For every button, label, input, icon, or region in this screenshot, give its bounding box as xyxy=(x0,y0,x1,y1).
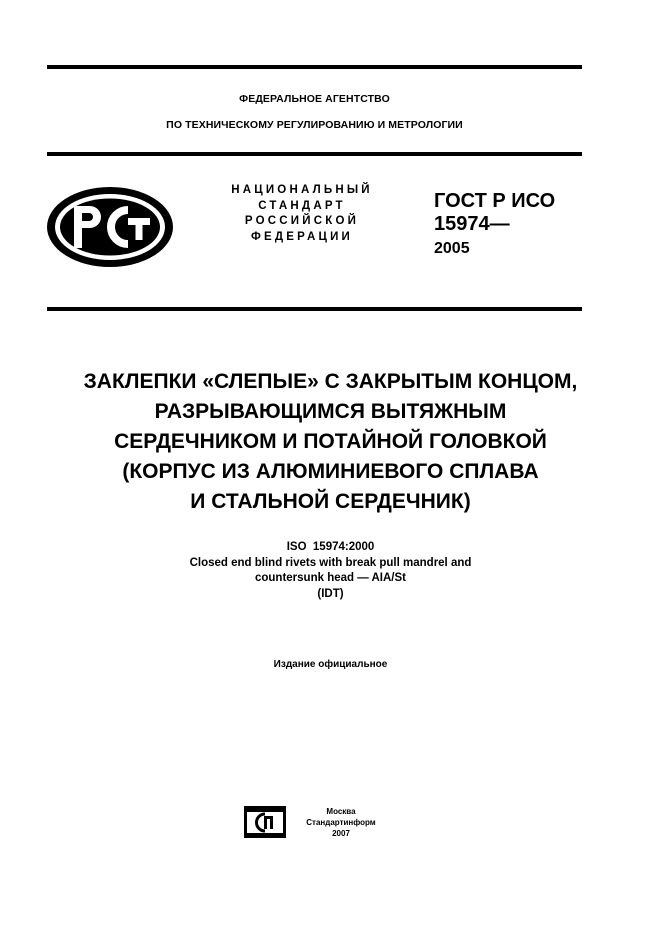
national-standard-line-3: РОССИЙСКОЙ xyxy=(244,215,360,227)
agency-rule xyxy=(47,152,582,156)
rst-certification-mark-icon xyxy=(44,184,176,270)
title-line-2: РАЗРЫВАЮЩИМСЯ ВЫТЯЖНЫМ xyxy=(154,400,507,423)
gost-year: 2005 xyxy=(434,240,470,257)
publisher-block xyxy=(296,806,386,839)
iso-title-line-1: Closed end blind rivets with break pull mandrel and xyxy=(189,556,472,569)
title-line-1: ЗАКЛЕПКИ «СЛЕПЫЕ» С ЗАКРЫТЫМ КОНЦОМ, xyxy=(83,370,578,393)
title-line-4: (КОРПУС ИЗ АЛЮМИНИЕВОГО СПЛАВА xyxy=(122,460,539,483)
national-standard-line-2: СТАНДАРТ xyxy=(258,199,346,212)
title-line-3: СЕРДЕЧНИКОМ И ПОТАЙНОЙ ГОЛОВКОЙ xyxy=(114,430,547,453)
national-standard-line-1: НАЦИОНАЛЬНЫЙ xyxy=(231,184,373,196)
national-standard-line-4: ФЕДЕРАЦИИ xyxy=(250,230,354,243)
agency-line-2: ПО ТЕХНИЧЕСКОМУ РЕГУЛИРОВАНИЮ И МЕТРОЛОГИИ xyxy=(166,119,463,131)
title-line-5: И СТАЛЬНОЙ СЕРДЕЧНИК) xyxy=(190,490,471,513)
standartinform-logo-icon xyxy=(244,806,286,838)
publisher-city: Москва xyxy=(326,807,356,816)
top-rule xyxy=(47,65,582,69)
official-edition-label: Издание официальное xyxy=(273,659,388,670)
iso-title-line-2: countersunk head — AIA/St xyxy=(254,572,406,584)
document-title xyxy=(20,367,641,517)
iso-reference xyxy=(100,540,561,602)
gost-designation xyxy=(434,190,555,236)
publisher-name: Стандартинформ xyxy=(306,818,376,827)
gost-line-1: ГОСТ Р ИСО xyxy=(434,190,556,212)
national-standard-block xyxy=(212,183,392,245)
iso-number: ISO 15974:2000 xyxy=(286,541,375,553)
iso-identity: (IDT) xyxy=(317,587,344,600)
gost-line-2: 15974— xyxy=(434,213,510,235)
header-bottom-rule xyxy=(47,307,582,311)
agency-line-1: ФЕДЕРАЛЬНОЕ АГЕНТСТВО xyxy=(239,93,390,105)
publisher-year: 2007 xyxy=(332,829,350,838)
